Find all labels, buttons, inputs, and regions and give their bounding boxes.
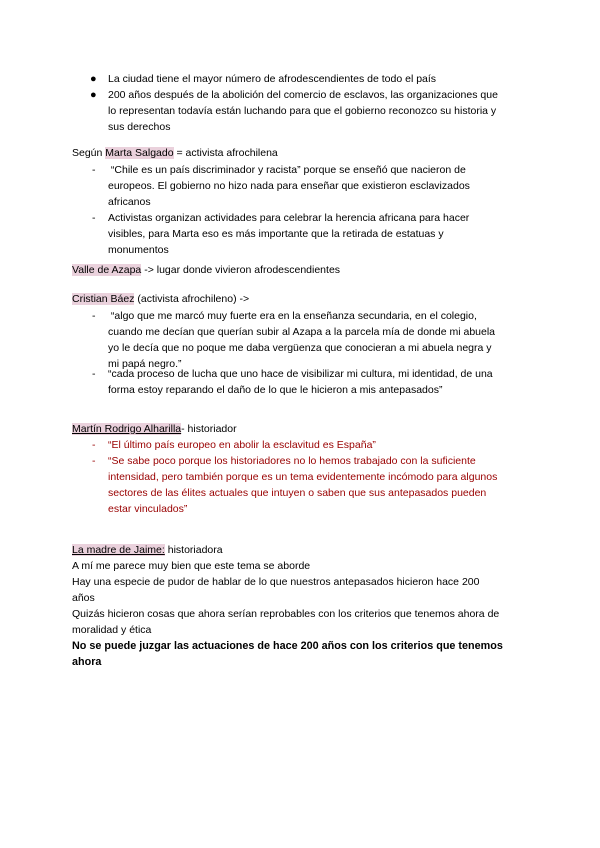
dash-icon: - xyxy=(92,368,96,380)
list-item-text: “Chile es un país discriminador y racista” porque se enseñó que nacieron de xyxy=(108,164,466,176)
bold-conclusion-line: No se puede juzgar las actuaciones de hace 200 años con los criterios que tenemos xyxy=(72,640,503,652)
martin-name-highlight: Martín Rodrigo Alharilla xyxy=(72,423,182,435)
quote-text: sectores de las élites actuales que intuyen o saben que sus antepasados pueden xyxy=(108,487,487,499)
list-item-text: cuando me decían que querían subir al Azapa a la parcela mía de donde mi abuela xyxy=(108,326,496,338)
quote-text: “Se sabe poco porque los historiadores no lo hemos trabajado con la suficiente xyxy=(108,455,476,467)
list-item-text: europeos. El gobierno no hizo nada para enseñar que existieron esclavizados xyxy=(108,180,470,192)
cristian-heading xyxy=(72,291,249,307)
list-item-text: “algo que me marcó muy fuerte era en la enseñanza secundaria, en el colegio, xyxy=(108,310,477,322)
quote-text: estar vinculados” xyxy=(108,503,188,515)
marta-heading xyxy=(72,145,278,161)
list-item-text: monumentos xyxy=(108,244,169,256)
madre-name-highlight: La madre de Jaime: xyxy=(72,544,165,556)
bullet-text: lo representan todavía están luchando para que el gobierno reconozco su historia y xyxy=(108,105,497,117)
list-item-text: mi papá negro.” xyxy=(108,358,182,370)
bullet-icon: ● xyxy=(90,73,97,85)
dash-icon: - xyxy=(92,164,96,176)
dash-icon: - xyxy=(92,212,96,224)
paragraph-line: años xyxy=(72,592,95,604)
cristian-suffix: (activista afrochileno) -> xyxy=(134,293,250,305)
list-item-text: “cada proceso de lucha que uno hace de visibilizar mi cultura, mi identidad, de una xyxy=(108,368,493,380)
list-item-text: visibles, para Marta eso es más importante que la retirada de estatuas y xyxy=(108,228,444,240)
list-item-text: yo le decía que no poque me daba vergüenza que conocieran a mi abuela negra y xyxy=(108,342,492,354)
dash-icon: - xyxy=(92,439,96,451)
marta-name-highlight: Marta Salgado xyxy=(105,147,174,159)
list-item-text: africanos xyxy=(108,196,151,208)
quote-text: “El último país europeo en abolir la esclavitud es España” xyxy=(108,439,376,451)
bullet-text: sus derechos xyxy=(108,121,171,133)
marta-prefix: Según xyxy=(72,147,106,159)
cristian-name-highlight: Cristian Báez xyxy=(72,293,135,305)
paragraph-line: Quizás hicieron cosas que ahora serían reprobables con los criterios que tenemos ahora de xyxy=(72,608,500,620)
valle-heading xyxy=(72,262,340,278)
list-item-text: Activistas organizan actividades para celebrar la herencia africana para hacer xyxy=(108,212,470,224)
dash-icon: - xyxy=(92,310,96,322)
bullet-icon: ● xyxy=(90,89,97,101)
madre-heading xyxy=(72,542,223,558)
bullet-text: 200 años después de la abolición del comercio de esclavos, las organizaciones que xyxy=(108,89,498,101)
valle-suffix: -> lugar donde vivieron afrodescendientes xyxy=(141,264,341,276)
valle-name-highlight: Valle de Azapa xyxy=(72,264,142,276)
paragraph-line: moralidad y ética xyxy=(72,624,152,636)
madre-suffix: historiadora xyxy=(164,544,223,556)
dash-icon: - xyxy=(92,455,96,467)
paragraph-line: A mí me parece muy bien que este tema se aborde xyxy=(72,560,311,572)
paragraph-line: Hay una especie de pudor de hablar de lo que nuestros antepasados hicieron hace 200 xyxy=(72,576,480,588)
martin-suffix: - historiador xyxy=(181,423,237,435)
bold-conclusion-line: ahora xyxy=(72,656,102,668)
martin-heading xyxy=(72,421,237,437)
marta-suffix: = activista afrochilena xyxy=(173,147,278,159)
quote-text: intensidad, pero también porque es un tema evidentemente incómodo para algunos xyxy=(108,471,498,483)
bullet-text: La ciudad tiene el mayor número de afrodescendientes de todo el país xyxy=(108,73,437,85)
list-item-text: forma estoy reparando el daño de lo que le hicieron a mis antepasados” xyxy=(108,384,443,396)
